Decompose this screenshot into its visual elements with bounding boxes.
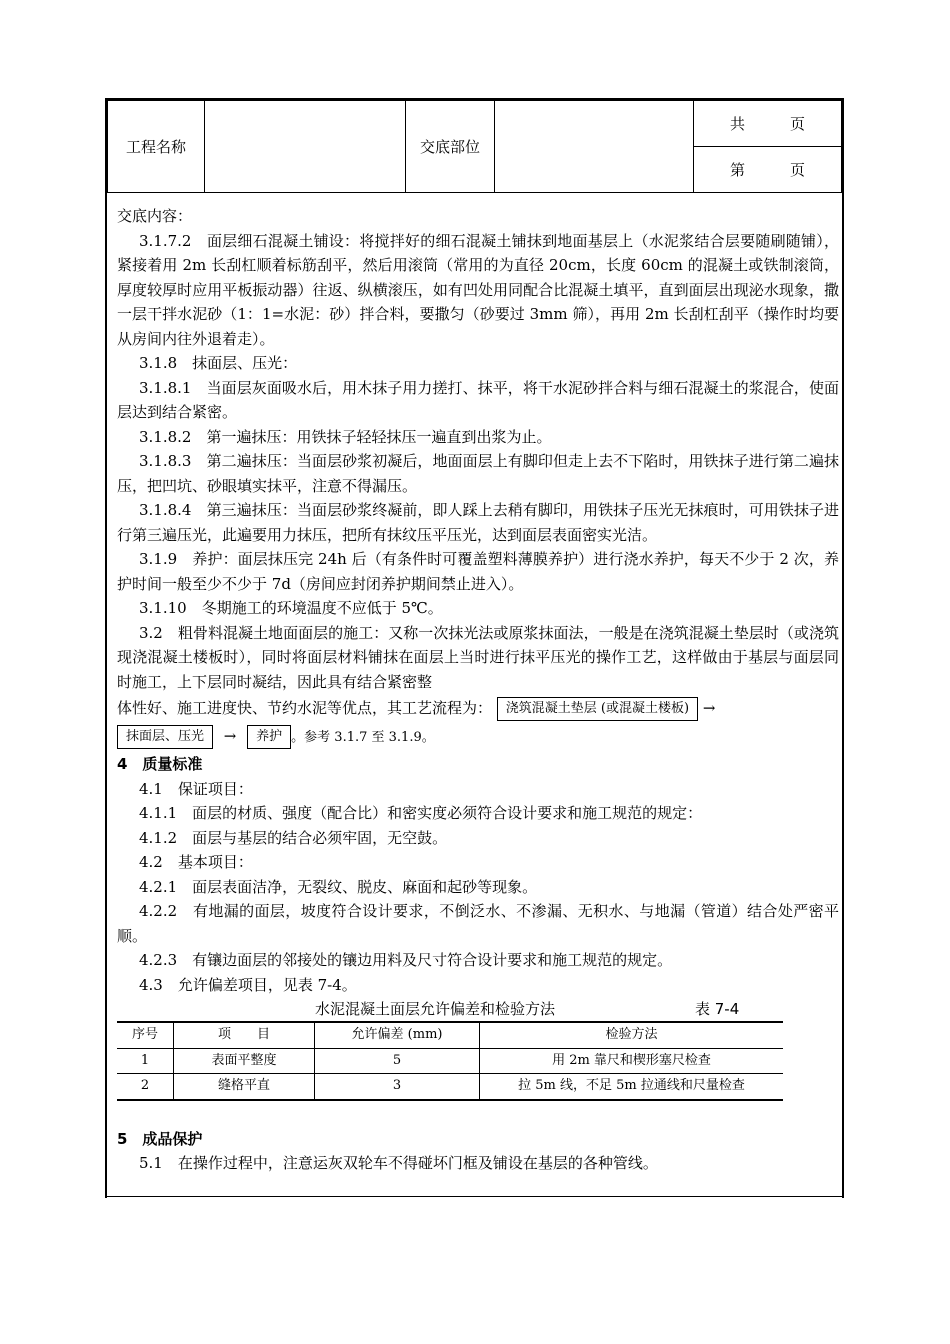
para-3-1-9: 3.1.9 养护：面层抹压完 24h 后（有条件时可覆盖塑料薄膜养护）进行浇水养护，每天不少于 2 次，养护时间一般至少不少于 7d（房间应封闭养护期间禁止进入）。 [117,550,839,593]
table-number: 表 7-4 [695,1000,740,1018]
para-3-1-8-1: 3.1.8.1 当面层灰面吸水后，用木抹子用力搓打、抹平，将干水泥砂拌合料与细石混凝土的浆混合，使面层达到结合紧密。 [117,378,839,421]
project-name-value [205,101,406,193]
table-cell: 1 [117,1048,174,1074]
section-5-title: 5 成品保护 [117,1129,203,1148]
flow-row-2 [117,722,839,752]
flow-reference: 。参考 3.1.7 至 3.1.9。 [291,730,435,745]
para-4-2-2: 4.2.2 有地漏的面层，坡度符合设计要求，不倒泛水、不渗漏、无积水、与地漏（管道）结合处严密平顺。 [117,902,839,945]
tolerance-table [117,1021,783,1101]
para-3-1-10: 3.1.10 冬期施工的环境温度不应低于 5℃。 [139,599,443,617]
table-header-cell: 检验方法 [480,1022,784,1048]
para-5-1: 5.1 在操作过程中，注意运灰双轮车不得碰坏门框及铺设在基层的各种管线。 [139,1154,658,1172]
frame-bottom-line [105,1196,844,1197]
para-3-1-8-2: 3.1.8.2 第一遍抹压：用铁抹子轻轻抹压一遍直到出浆为止。 [139,427,552,446]
para-3-1-8-3: 3.1.8.3 第二遍抹压：当面层砂浆初凝后，地面面层上有脚印但走上去不下陷时，用铁抹子进行第二遍抹压，把凹坑、砂眼填实抹平，注意不得漏压。 [117,452,839,495]
flow-step-pour: 浇筑混凝土垫层 (或混凝土楼板) [497,697,698,721]
project-name-label: 工程名称 [108,101,205,193]
section-4-title: 4 质量标准 [117,755,203,773]
para-4-1-2: 4.1.2 面层与基层的结合必须牢固，无空鼓。 [139,828,448,847]
para-4-2-3: 4.2.3 有镶边面层的邻接处的镶边用料及尺寸符合设计要求和施工规范的规定。 [139,951,673,969]
document-frame [105,98,844,1198]
table-cell: 表面平整度 [174,1048,315,1074]
para-3-1-8-4: 3.1.8.4 第三遍抹压：当面层砂浆终凝前，即人踩上去稍有脚印，用铁抹子压光无抹痕时，可用铁抹子进行第三遍压光，此遍要用力抹压，把所有抹纹压平压光，达到面层表面密实光洁。 [117,501,839,544]
para-3-2-flow [117,694,839,722]
para-3-2: 3.2 粗骨料混凝土地面面层的施工：又称一次抹光法或原浆抹面法，一般是在浇筑混凝土垫层时（或浇筑现浇混凝土楼板时），同时将面层材料铺抹在面层上当时进行抹平压光的操作工艺，这样做由于基层与面层同时施工，上下层同时凝结，因此具有结合紧密整 [117,623,839,691]
part-value [495,101,694,193]
part-label: 交底部位 [406,101,495,193]
spacer [117,1101,839,1127]
table-cell: 5 [315,1048,480,1074]
table-title: 水泥混凝土面层允许偏差和检验方法 [315,1000,556,1018]
table-cell: 拉 5m 线，不足 5m 拉通线和尺量检查 [480,1074,784,1100]
table-row [117,1074,783,1100]
para-4-3: 4.3 允许偏差项目，见表 7-4。 [139,975,357,994]
content-intro: 交底内容： [117,207,193,225]
para-4-1-1: 4.1.1 面层的材质、强度（配合比）和密实度必须符合设计要求和施工规范的规定： [139,804,703,822]
flow-arrow-2: → [223,727,237,745]
table-header-cell: 序号 [117,1022,174,1048]
content-body [117,204,839,1176]
para-3-1-8: 3.1.8 抹面层、压光： [139,354,298,372]
para-4-2: 4.2 基本项目： [139,853,253,871]
para-4-1: 4.1 保证项目： [139,779,253,798]
para-3-1-7-2: 3.1.7.2 面层细石混凝土铺设：将搅拌好的细石混凝土铺抹到地面基层上（水泥浆结合层要随刷随铺），紧接着用 2m 长刮杠顺着标筋刮平，然后用滚筒（常用的为直径 20cm，长度 60cm 的混凝土或铁制滚筒，厚度较厚时应用平板振动器）往返、纵横滚压，如有凹处用同配合比混凝土填平，直到面层出现泌水现象，撒一层干拌水泥砂（1：1=水泥：砂）拌合料，要撒匀（砂要过 3mm 筛），再用 2m 长刮杠刮平（操作时均要从房间内往外退着走）。 [117,231,839,348]
table-cell: 2 [117,1074,174,1100]
table-cell: 3 [315,1074,480,1100]
table-caption [117,997,839,1021]
para-4-2-1: 4.2.1 面层表面洁净，无裂纹、脱皮、麻面和起砂等现象。 [139,877,538,896]
total-pages-label: 共 页 [694,101,842,147]
page-number-label: 第 页 [694,147,842,193]
flow-step-trowel: 抹面层、压光 [117,725,213,749]
flow-arrow-1: → [702,699,716,717]
para-3-2-continued: 体性好、施工进度快、节约水泥等优点，其工艺流程为： [117,699,493,717]
table-cell: 用 2m 靠尺和楔形塞尺检查 [480,1048,784,1074]
table-row [117,1048,783,1074]
table-header-cell: 项 目 [174,1022,315,1048]
table-header-cell: 允许偏差 (mm) [315,1022,480,1048]
table-header-row [117,1022,783,1048]
header-table [107,100,842,193]
table-cell: 缝格平直 [174,1074,315,1100]
flow-step-cure: 养护 [247,725,291,749]
